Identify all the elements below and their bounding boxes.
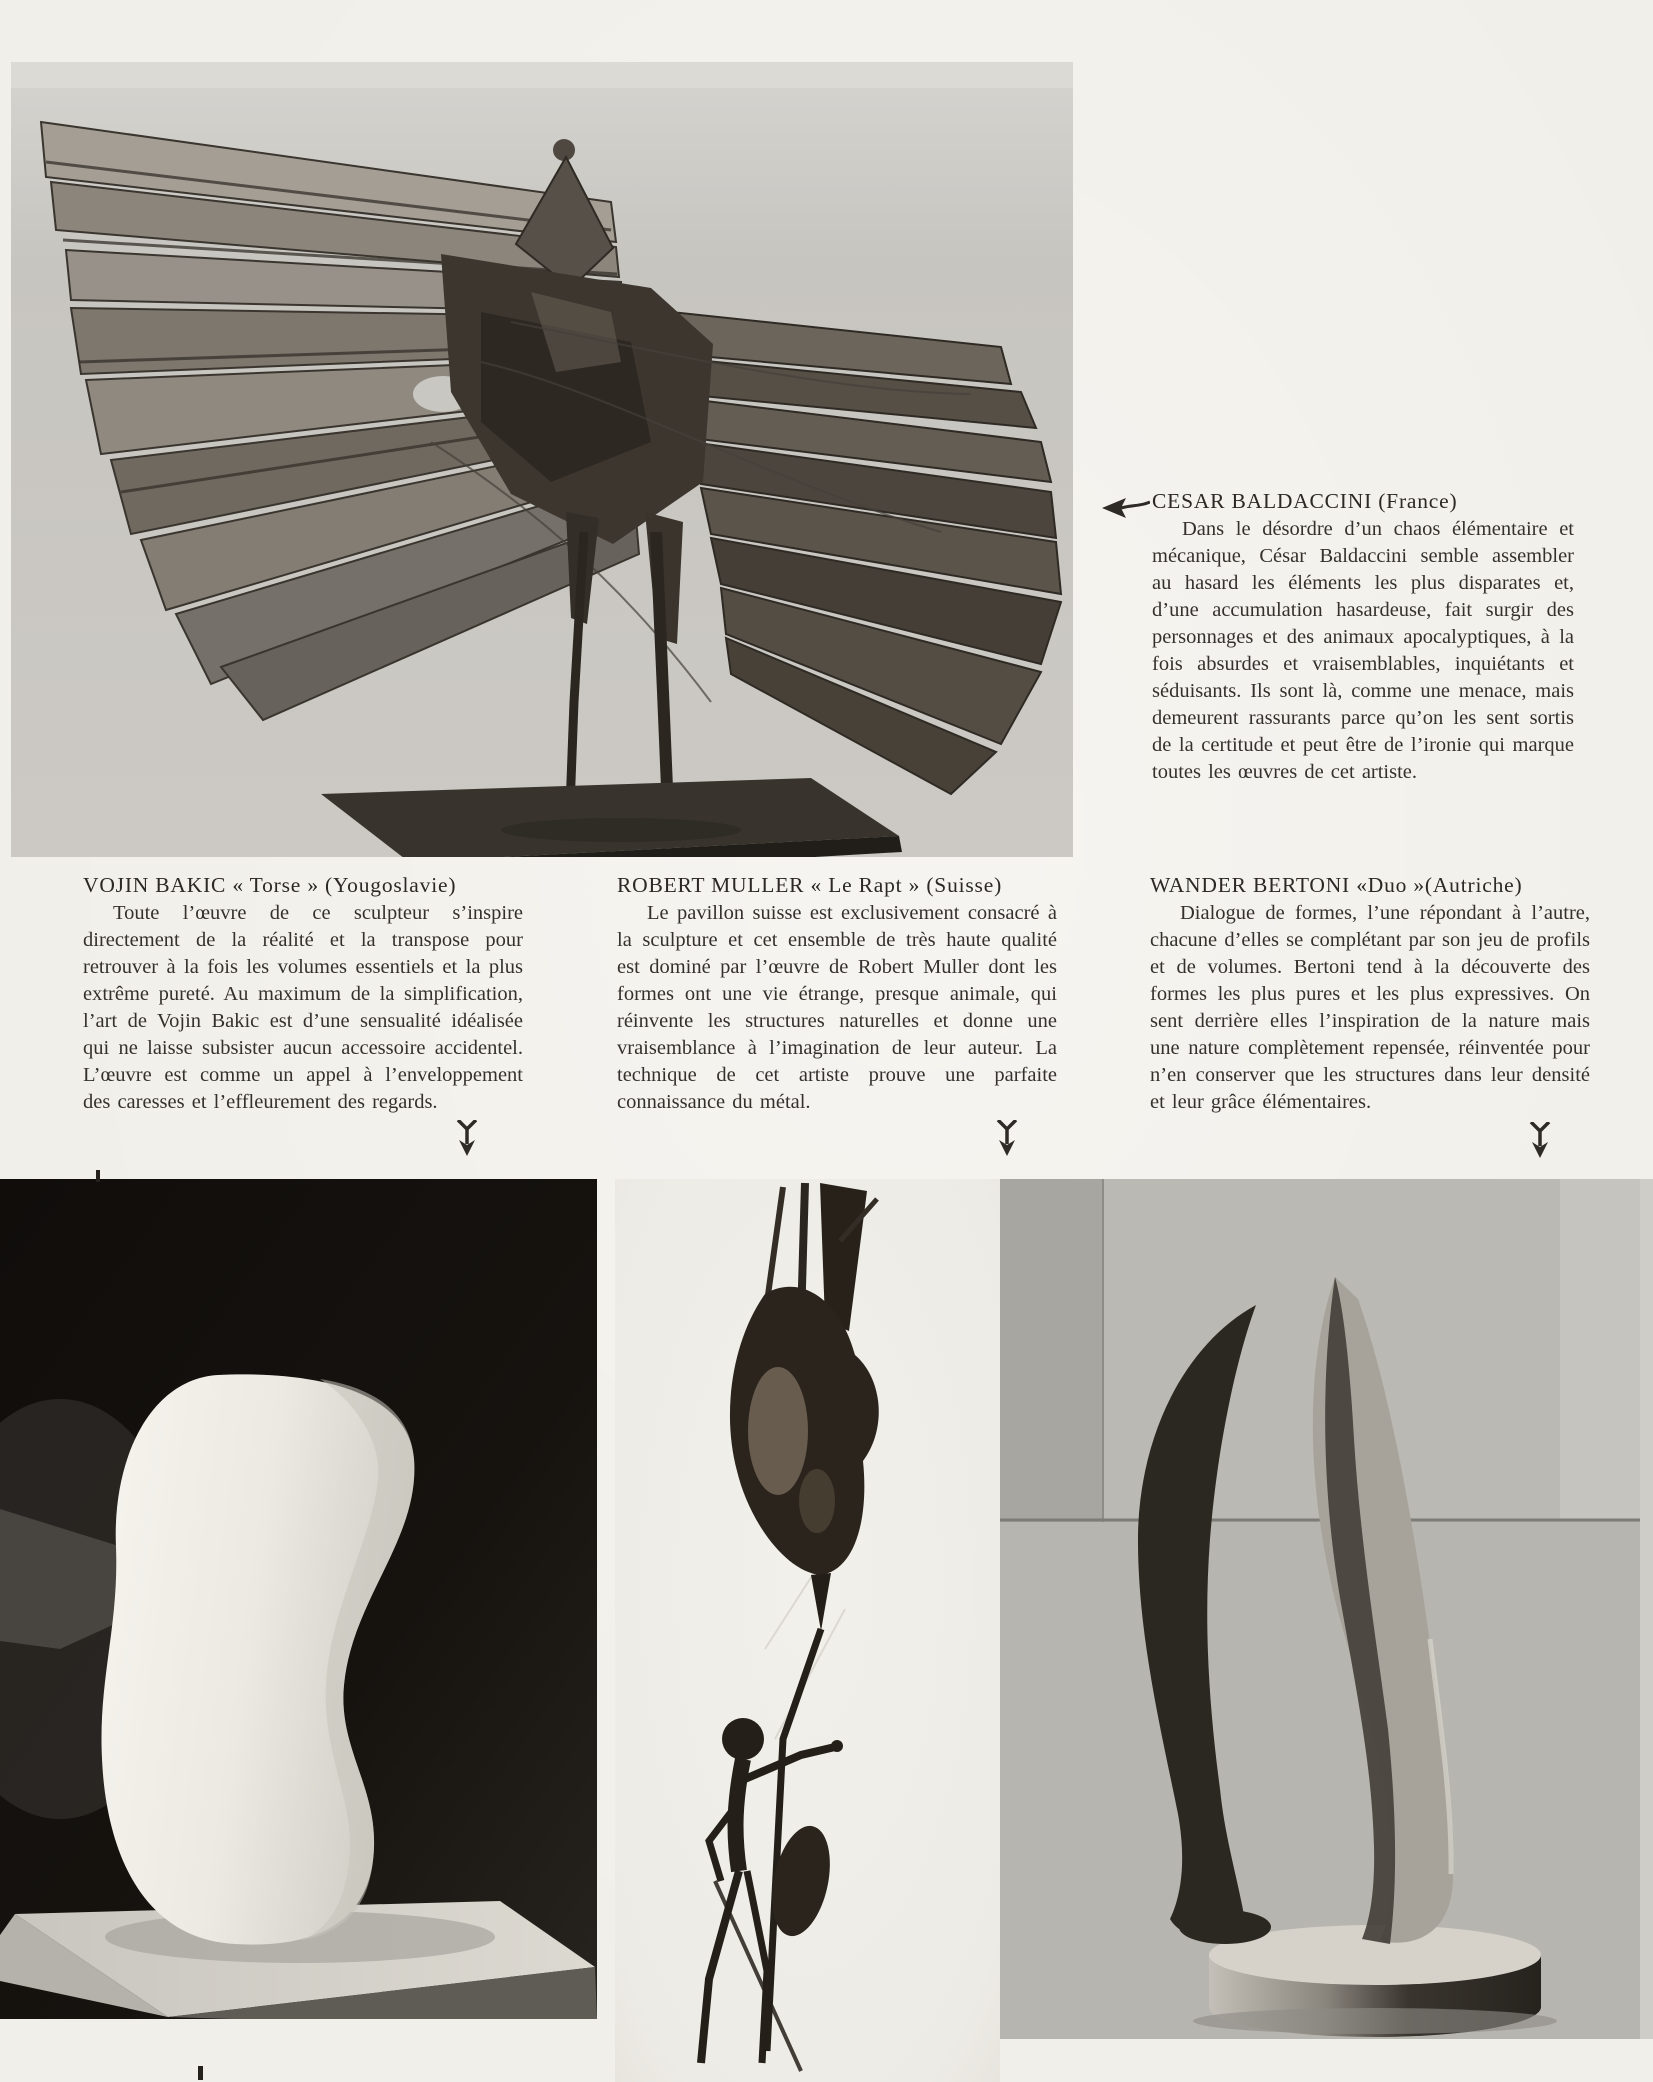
bakic-torse-photo [0, 1179, 597, 2019]
article-bertoni-body: Dialogue de formes, l’une répondant à l’autre, chacune d’elles se complétant par son jeu de profils et de volumes. Bertoni tend à la découverte des formes les plus pures et les plus expressives. On sent derrière elles l’inspiration de la nature mais une nature complètement repensée, réinventée pour n’en conserver que les structures dans leur densité et leur grâce élémentaires. [1150, 902, 1590, 1113]
article-baldaccini-body: Dans le désordre d’un chaos élémentaire et mécanique, César Baldaccini semble assembler au hasard les éléments les plus disparates et, d’une accumulation hasardeuse, fait surgir des personnages et des animaux apocalyptiques, à la fois absurdes et vraisemblables, inquiétants et séduisants. Ils sont là, comme une menace, mais demeurent rassurants parce qu’on les sent sortis de la certitude et peut être de l’ironie qui marque toutes les œuvres de cet artiste. [1152, 518, 1574, 783]
article-muller-heading: ROBERT MULLER « Le Rapt » (Suisse) [617, 873, 1003, 897]
down-arrow-icon [1528, 1122, 1552, 1158]
down-arrow-icon [455, 1120, 479, 1156]
metal-figure-image [615, 1179, 1000, 2082]
muller-rapt-photo [615, 1179, 1000, 2082]
article-baldaccini [1152, 488, 1574, 798]
article-bakic-heading: VOJIN BAKIC « Torse » (Yougoslavie) [83, 873, 457, 897]
left-arrow-icon [1102, 496, 1150, 520]
article-muller [617, 872, 1057, 1164]
article-muller-body: Le pavillon suisse est exclusivement consacré à la sculpture et cet ensemble de très haute qualité est dominé par l’œuvre de Robert Muller dont les formes ont une vie étrange, presque animale, qui réinvente les structures naturelles et donne une vraisemblance à l’imagination de leur auteur. La technique de cet artiste prouve une parfaite connaissance du métal. [617, 902, 1057, 1113]
scan-speck [96, 1170, 100, 1182]
winged-sculpture-image [11, 62, 1073, 857]
article-bertoni [1150, 872, 1590, 1164]
bertoni-duo-photo [1000, 1179, 1653, 2039]
two-blades-image [1000, 1179, 1653, 2039]
scan-speck [198, 2066, 203, 2080]
article-bertoni-heading: WANDER BERTONI «Duo »(Autriche) [1150, 873, 1523, 897]
article-bakic-body: Toute l’œuvre de ce sculpteur s’inspire directement de la réalité et la transpose pour retrouver à la fois les volumes essentiels et la plus extrême pureté. Au maximum de la simplification, l’art de Vojin Bakic est d’une sensualité idéalisée qui ne laisse subsister aucun accessoire accidentel. L’œuvre est comme un appel à l’enveloppement des caresses et l’effleurement des regards. [83, 902, 523, 1113]
down-arrow-icon [995, 1120, 1019, 1156]
cesar-sculpture-photo [11, 62, 1073, 857]
white-torso-image [0, 1179, 597, 2019]
article-baldaccini-heading: CESAR BALDACCINI (France) [1152, 489, 1458, 513]
